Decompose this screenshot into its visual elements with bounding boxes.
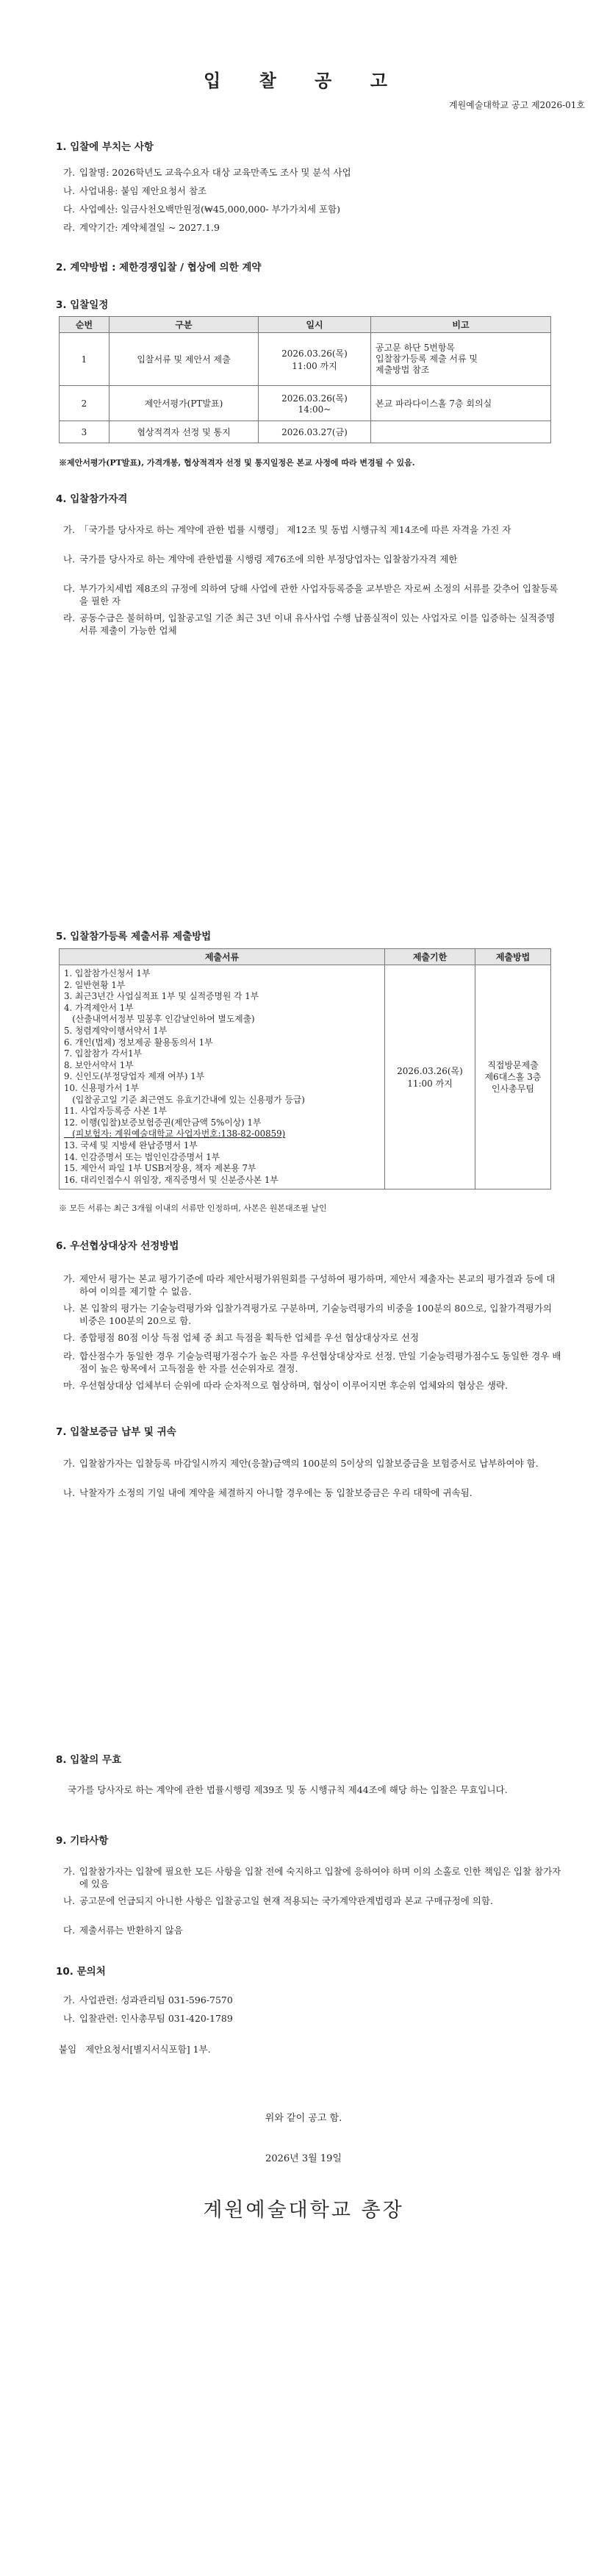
list-item: (산출내역서정부 밀봉후 인감날인하여 별도제출) xyxy=(64,1014,255,1025)
s6-item: 다. 종합평점 80점 이상 득점 업체 중 최고 득점을 획득한 업체를 우선 협상대상자로 선정 xyxy=(63,1332,420,1343)
section-9-heading: 9. 기타사항 xyxy=(56,1835,109,1847)
section-1-heading: 1. 입찰에 부치는 사항 xyxy=(56,141,154,153)
list-item: 12. 이행(입찰)보증보험증권(제안금액 5%이상) 1부 xyxy=(64,1117,262,1128)
schedule-table xyxy=(59,316,551,443)
list-item: 1. 입찰참가신청서 1부 xyxy=(64,968,151,978)
cell-type: 제안서평가(PT발표) xyxy=(109,386,259,421)
section-2-heading: 2. 계약방법 : 제한경쟁입찰 / 협상에 의한 계약 xyxy=(56,262,262,273)
column-header: 구분 xyxy=(109,317,259,333)
table-header-row xyxy=(60,949,551,965)
closing-line: 위와 같이 공고 함. xyxy=(265,2113,342,2124)
s1-item: 가. 입찰명: 2026학년도 교육수요자 대상 교육만족도 조사 및 분석 사업 xyxy=(63,167,351,178)
section-3-heading: 3. 입찰일정 xyxy=(56,299,109,311)
section-7-heading: 7. 입찰보증금 납부 및 귀속 xyxy=(56,1426,176,1438)
cell-type: 입찰서류 및 제안서 제출 xyxy=(109,333,259,386)
list-item: 16. 대리인접수시 위임장, 재직증명서 및 신분증사본 1부 xyxy=(64,1174,279,1185)
deadline-cell: 2026.03.26(목) 11:00 까지 xyxy=(385,965,475,1189)
s4-item: 다. 부가가치세법 제8조의 규정에 의하여 당해 사업에 관한 사업자등록증을 교부받은 자로써 소정의 서류를 갖추어 입찰등록을 필한 자 xyxy=(63,583,558,607)
cell-note: 본교 파라다이스홀 7층 회의실 xyxy=(371,386,551,421)
column-header: 제출기한 xyxy=(385,949,475,965)
section-5-heading: 5. 입찰참가등록 제출서류 제출방법 xyxy=(56,931,212,942)
list-item: 14. 인감증명서 또는 법인인감증명서 1부 xyxy=(64,1151,220,1162)
cell-note xyxy=(371,421,551,443)
submission-table xyxy=(59,948,551,1189)
issue-date: 2026년 3월 19일 xyxy=(265,2153,342,2164)
s6-item: 나. 본 입찰의 평가는 기술능력평가와 입찰가격평가로 구분하며, 기술능력평가의 비중을 100분의 80으로, 입찰가격평가의 비중은 100분의 20으로 함. xyxy=(63,1303,552,1326)
section-8-heading: 8. 입찰의 무효 xyxy=(56,1754,122,1766)
notice-reference-number: 계원예술대학교 공고 제2026-01호 xyxy=(448,100,585,110)
table-row xyxy=(60,421,551,443)
column-header: 순번 xyxy=(60,317,109,333)
table-header-row xyxy=(60,317,551,333)
document-list xyxy=(64,968,380,1186)
s9-item: 다. 제출서류는 반환하지 않음 xyxy=(63,1925,183,1936)
list-item: 7. 입찰참가 각서1부 xyxy=(64,1048,143,1059)
s7-item: 나. 낙찰자가 소정의 기일 내에 계약을 체결하지 아니할 경우에는 동 입찰보증금은 우리 대학에 귀속됨. xyxy=(63,1487,473,1498)
s7-item: 가. 입찰참가자는 입찰등록 마감일시까지 제안(응찰)금액의 100분의 5이상의 입찰보증금을 보험증서로 납부하여야 함. xyxy=(63,1458,539,1469)
cell-date: 2026.03.27(금) xyxy=(259,421,371,443)
attachment-note: 붙임 제안요청서[별지서식포함] 1부. xyxy=(59,2044,211,2055)
list-item: 6. 개인(법제) 정보제공 활용동의서 1부 xyxy=(64,1037,213,1048)
document-list-cell xyxy=(60,965,385,1189)
table-row xyxy=(60,386,551,421)
s6-item: 마. 우선협상대상 업체부터 순위에 따라 순차적으로 협상하며, 협상이 이루어지면 후순위 업체와의 협상은 생략. xyxy=(63,1380,508,1391)
schedule-footnote: ※제안서평가(PT발표), 가격개봉, 협상적격자 선정 및 통지일정은 본교 사정에 따라 변경될 수 있음. xyxy=(59,458,415,468)
s4-item: 가. 「국가를 당사자로 하는 계약에 관한 법률 시행령」 제12조 및 동법 시행규칙 제14조에 따른 자격을 가진 자 xyxy=(63,524,511,535)
list-item: 3. 최근3년간 사업실적표 1부 및 실적증명원 각 1부 xyxy=(64,991,259,1002)
s1-item: 라. 계약기간: 계약체결일 ~ 2027.1.9 xyxy=(63,222,220,233)
list-item: 15. 제안서 파일 1부 USB저장용, 책자 제본용 7부 xyxy=(64,1163,256,1174)
s9-item: 가. 입찰참가자는 입찰에 필요한 모든 사항을 입찰 전에 숙지하고 입찰에 응하여야 하며 이의 소홀로 인한 책임은 입찰 참가자에 있음 xyxy=(63,1866,561,1889)
section-10-heading: 10. 문의처 xyxy=(56,1966,106,1978)
section-6-heading: 6. 우선협상대상자 선정방법 xyxy=(56,1240,179,1252)
table-row xyxy=(60,333,551,386)
column-header: 일시 xyxy=(259,317,371,333)
section-4-heading: 4. 입찰참가자격 xyxy=(56,493,128,505)
s9-item: 나. 공고문에 언급되지 아니한 사항은 입찰공고일 현재 적용되는 국가계약관계법령과 본교 구매규정에 의함. xyxy=(63,1895,493,1906)
method-cell: 직접방문제출 제6대스홀 3층 인사총무팀 xyxy=(475,965,551,1189)
cell-no: 1 xyxy=(60,333,109,386)
s10-item: 가. 사업관련: 성과관리팀 031-596-7570 xyxy=(63,1994,233,2006)
list-item: 10. 신용평가서 1부 xyxy=(64,1082,140,1093)
table-row xyxy=(60,965,551,1189)
list-item: 13. 국세 및 지방세 완납증명서 1부 xyxy=(64,1139,198,1151)
column-header: 비고 xyxy=(371,317,551,333)
cell-no: 2 xyxy=(60,386,109,421)
s1-item: 나. 사업내용: 붙임 제안요청서 참조 xyxy=(63,185,207,196)
issuer-signature: 계원예술대학교 총장 xyxy=(203,2199,404,2222)
list-item: 4. 가격제안서 1부 xyxy=(64,1002,134,1013)
cell-no: 3 xyxy=(60,421,109,443)
cell-date: 2026.03.26(목) 14:00~ xyxy=(259,386,371,421)
submission-footnote: ※ 모든 서류는 최근 3개월 이내의 서류만 인정하며, 사본은 원본대조필 날인 xyxy=(59,1203,327,1213)
invalid-bid-text: 국가를 당사자로 하는 계약에 관한 법률시행령 제39조 및 동 시행규칙 제44조에 해당 하는 입찰은 무효입니다. xyxy=(68,1784,508,1795)
document-title: 입 찰 공 고 xyxy=(204,70,403,91)
s4-item: 라. 공동수급은 불허하며, 입찰공고일 기준 최근 3년 이내 유사사업 수행 납품실적이 있는 사업자로 이를 입증하는 실적증명 서류 제출이 가능한 업체 xyxy=(63,612,556,636)
s6-item: 가. 제안서 평가는 본교 평가기준에 따라 제안서평가위원회를 구성하여 평가하며, 제안서 제출자는 본교의 평가결과 등에 대하여 이의를 제기할 수 없음. xyxy=(63,1273,556,1297)
list-item: 11. 사업자등록증 사본 1부 xyxy=(64,1106,168,1117)
list-item: (입찰공고일 기준 최근연도 유효기간내에 있는 신용평가 등급) xyxy=(64,1094,305,1105)
list-item: 5. 청렴계약이행서약서 1부 xyxy=(64,1025,168,1036)
list-item: (피보험자: 계원예술대학교 사업자번호:138-82-00859) xyxy=(64,1128,286,1139)
cell-note: 공고문 하단 5번항목 입찰참가등록 제출 서류 및 제출방법 참조 xyxy=(371,333,551,386)
cell-type: 협상적격자 선정 및 통지 xyxy=(109,421,259,443)
cell-date: 2026.03.26(목) 11:00 까지 xyxy=(259,333,371,386)
s10-item: 나. 입찰관련: 인사총무팀 031-420-1789 xyxy=(63,2013,233,2024)
s1-item: 다. 사업예산: 일금사천오백만원정(₩45,000,000- 부가가치세 포함) xyxy=(63,204,340,215)
s4-item: 나. 국가를 당사자로 하는 계약에 관한법률 시행령 제76조에 의한 부정당업자는 입찰참가자격 제한 xyxy=(63,554,458,565)
s6-item: 라. 합산점수가 동일한 경우 기술능력평가점수가 높은 자를 우선협상대상자로 선정. 만일 기술능력평가점수도 동일한 경우 배점이 높은 항목에서 고득점을 한 자를 선순위자로 결정. xyxy=(63,1350,561,1374)
list-item: 9. 신인도(부정당업자 제재 여부) 1부 xyxy=(64,1071,205,1082)
column-header: 제출서류 xyxy=(60,949,385,965)
list-item: 8. 보안서약서 1부 xyxy=(64,1059,134,1070)
column-header: 제출방법 xyxy=(475,949,551,965)
list-item: 2. 일반현황 1부 xyxy=(64,979,126,990)
